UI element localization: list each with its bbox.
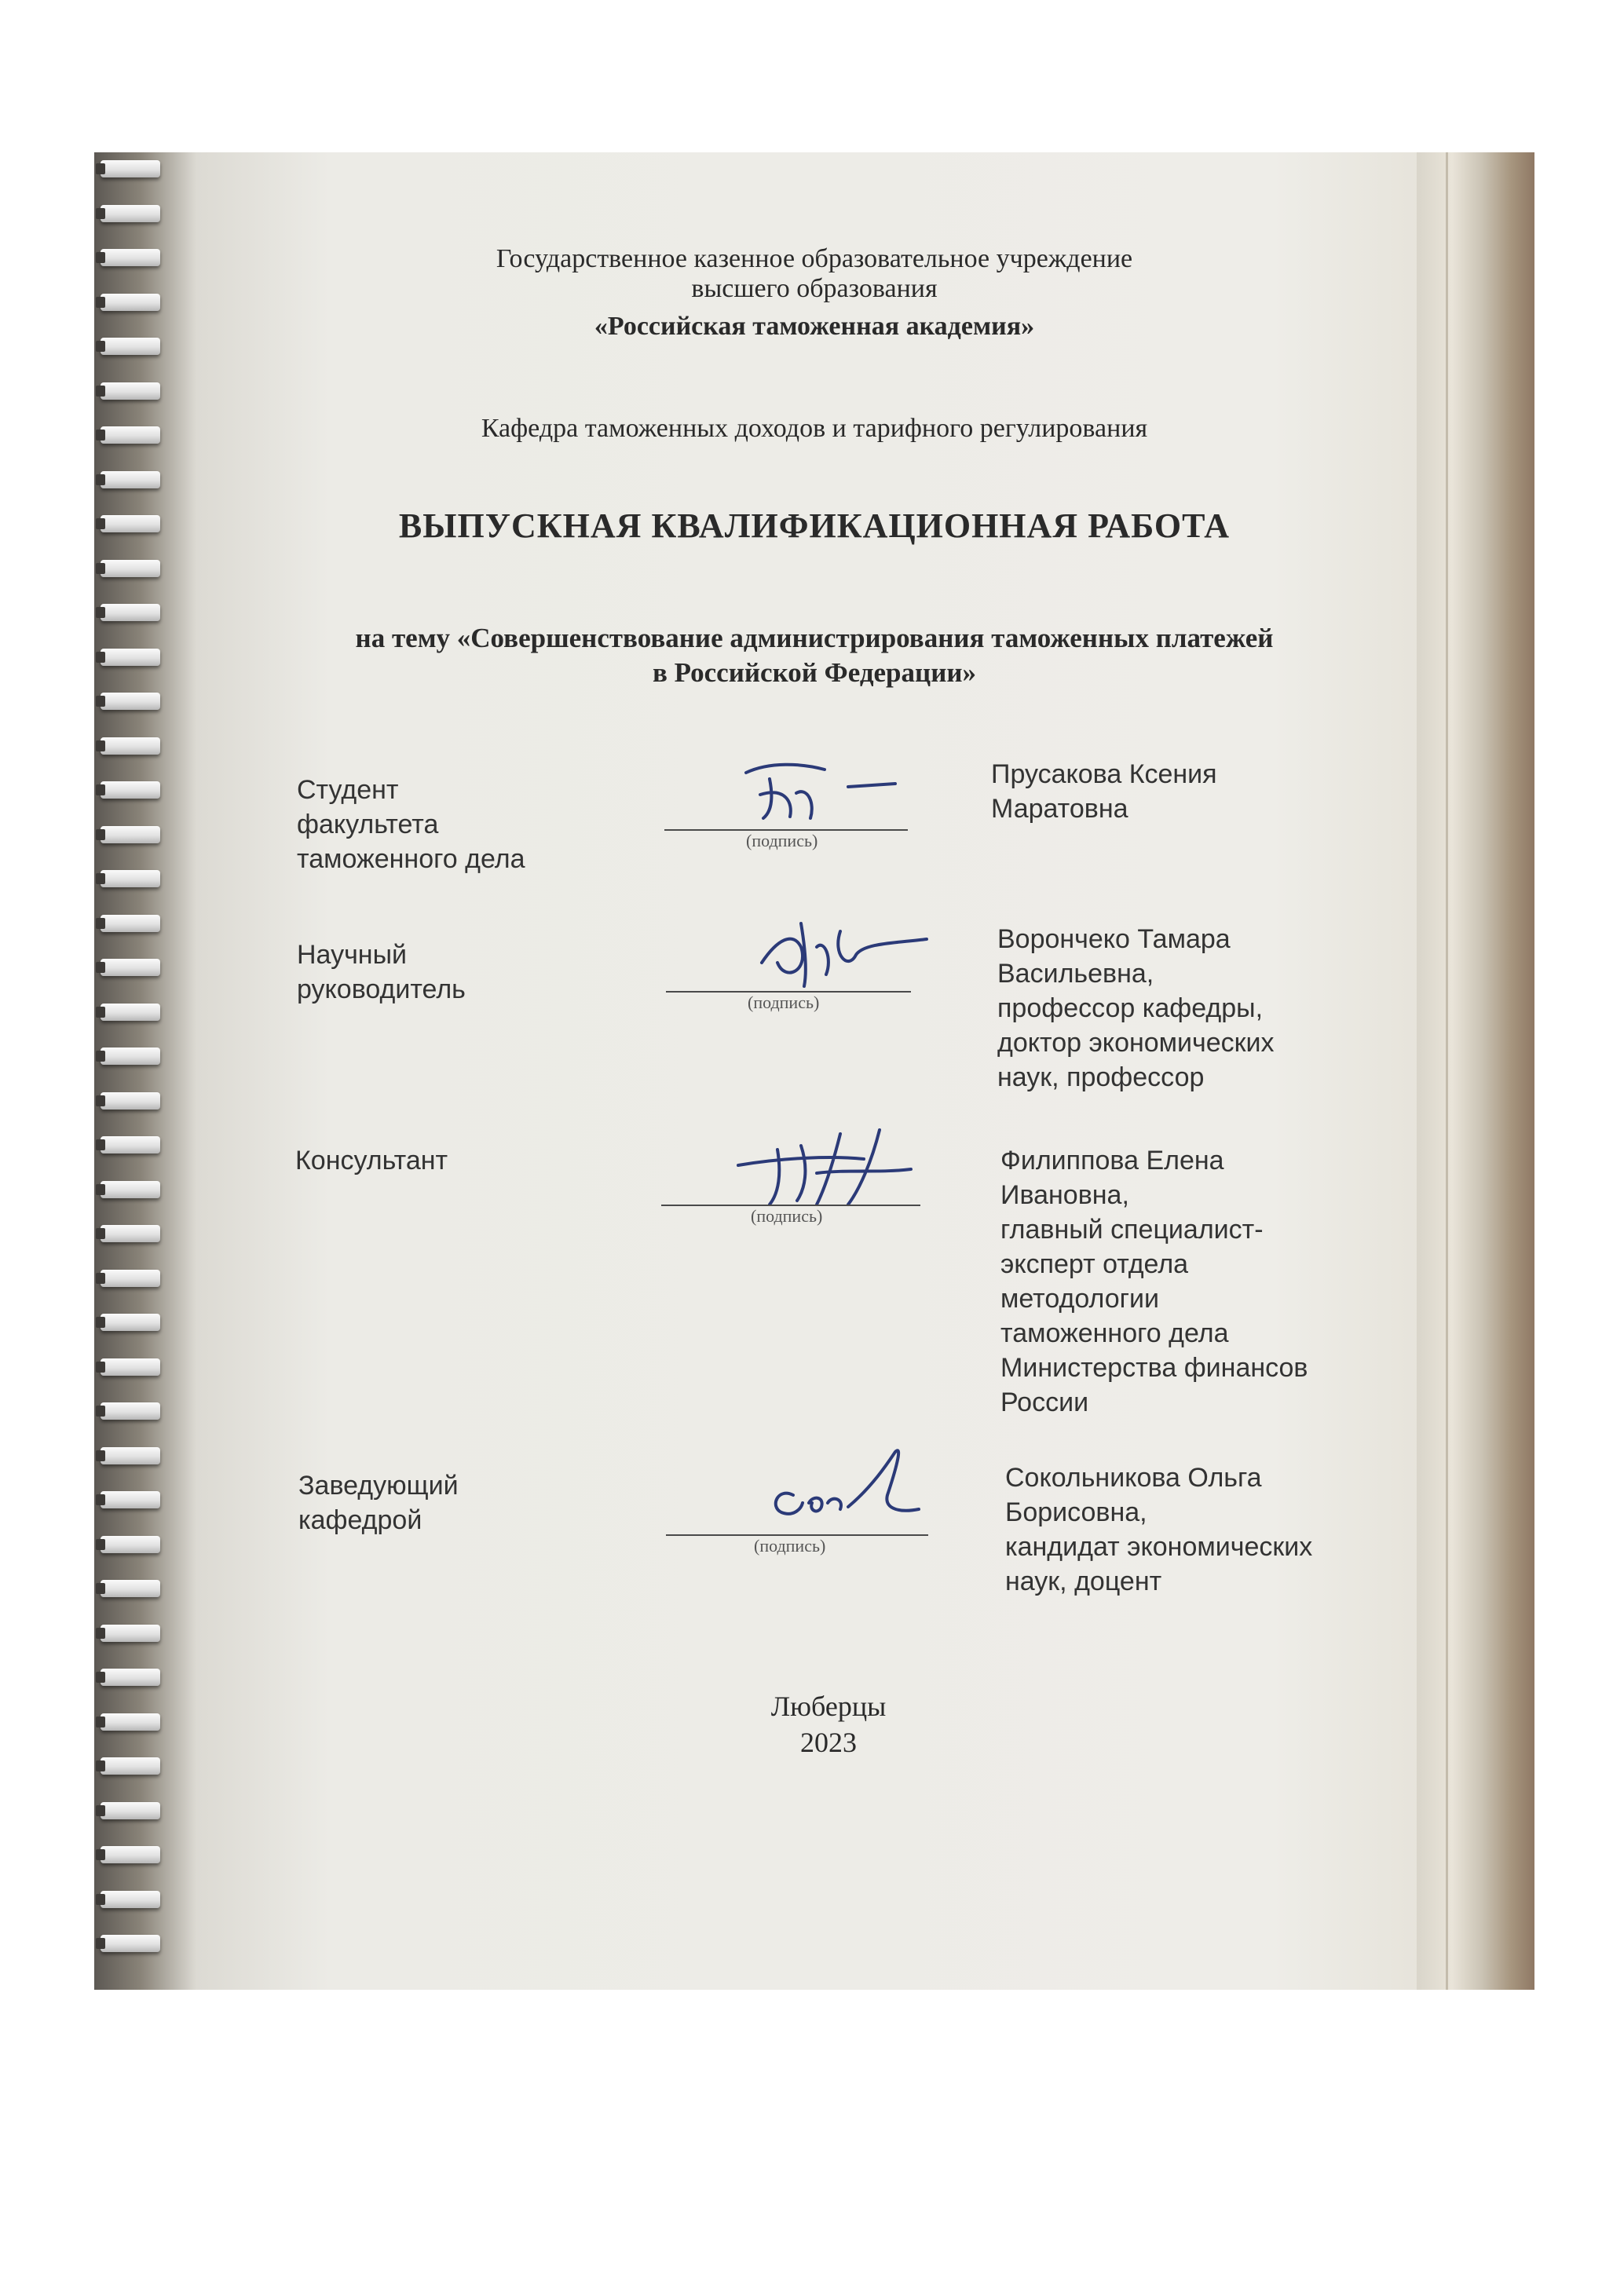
binding-coil [101, 870, 160, 887]
person-line: Ворончеко Тамара [997, 924, 1231, 954]
binding-coil [101, 1270, 160, 1287]
role-line: кафедрой [298, 1505, 422, 1535]
role-line: руководитель [297, 974, 466, 1004]
signature-caption: (подпись) [754, 1536, 826, 1556]
binding-coil [101, 1802, 160, 1819]
binding-coil [101, 1491, 160, 1508]
consultant-signature [722, 1126, 974, 1212]
person-line: кандидат экономических [1005, 1532, 1313, 1562]
binding-coil [101, 604, 160, 621]
binding-coil [101, 737, 160, 755]
role-line: Научный [297, 940, 408, 970]
binding-coil [101, 1669, 160, 1686]
role-line: Консультант [295, 1146, 448, 1175]
supervisor-signature [738, 916, 974, 994]
binding-coil [101, 959, 160, 976]
institution-line-2: высшего образования [691, 274, 938, 303]
person-line: Филиппова Елена [1000, 1146, 1224, 1175]
footer-year: 2023 [800, 1727, 857, 1758]
person-line: таможенного дела [1000, 1318, 1229, 1348]
person-line: Борисовна, [1005, 1497, 1147, 1527]
person-line: главный специалист- [1000, 1215, 1264, 1245]
binding-coil [101, 1402, 160, 1420]
binding-coil [101, 382, 160, 400]
binding-coil [101, 1181, 160, 1198]
binding-coil [101, 205, 160, 222]
person-line: Васильевна, [997, 959, 1154, 989]
role-line: Заведующий [298, 1471, 459, 1501]
binding-coil [101, 915, 160, 932]
binding-coil [101, 1935, 160, 1952]
binding-coil [101, 1225, 160, 1242]
topic-line-2: в Российской Федерации» [652, 657, 977, 688]
student-signature [715, 755, 974, 826]
head-signature [746, 1440, 982, 1534]
binding-coil [101, 160, 160, 177]
person-line: наук, профессор [997, 1062, 1205, 1092]
binding-coil [101, 1314, 160, 1331]
role-line: таможенного дела [297, 844, 525, 874]
binding-coil [101, 1625, 160, 1642]
role-line: факультета [297, 810, 439, 839]
signature-caption: (подпись) [748, 993, 820, 1012]
footer-city: Люберцы [770, 1691, 887, 1722]
person-line: Ивановна, [1000, 1180, 1129, 1210]
person-line: наук, доцент [1005, 1567, 1162, 1596]
topic-line-1: на тему «Совершенствование администрирования таможенных платежей [355, 623, 1274, 653]
binding-coil [101, 1891, 160, 1908]
binding-coil [101, 1136, 160, 1153]
role-line: Студент [297, 775, 399, 805]
binding-coil [101, 471, 160, 488]
person-line: методологии [1000, 1284, 1160, 1314]
binding-coil [101, 826, 160, 843]
institution-line-1: Государственное казенное образовательное учреждение [496, 244, 1133, 273]
person-line: эксперт отдела [1000, 1249, 1189, 1279]
person-line: России [1000, 1387, 1089, 1417]
binding-coil [101, 560, 160, 577]
binding-coil [101, 1846, 160, 1863]
person-line: Сокольникова Ольга [1005, 1463, 1262, 1493]
person-line: Прусакова Ксения [991, 759, 1217, 789]
person-line: Министерства финансов [1000, 1353, 1308, 1383]
department: Кафедра таможенных доходов и тарифного регулирования [481, 414, 1148, 443]
binding-coil [101, 1092, 160, 1110]
person-line: Маратовна [991, 794, 1128, 824]
binding-coil [101, 1004, 160, 1021]
binding-coil [101, 693, 160, 710]
institution-name: «Российская таможенная академия» [594, 312, 1035, 341]
binding-coil [101, 1047, 160, 1065]
document-title: ВЫПУСКНАЯ КВАЛИФИКАЦИОННАЯ РАБОТА [398, 506, 1231, 545]
binding-coil [101, 1358, 160, 1376]
person-line: доктор экономических [997, 1028, 1275, 1058]
binding-coil [101, 1536, 160, 1553]
signature-caption: (подпись) [751, 1206, 823, 1226]
document-photo [94, 152, 1534, 1990]
person-line: профессор кафедры, [997, 993, 1264, 1023]
signature-caption: (подпись) [746, 831, 818, 850]
binding-coil [101, 781, 160, 799]
binding-coil [101, 1447, 160, 1464]
binding-coil [101, 1580, 160, 1597]
